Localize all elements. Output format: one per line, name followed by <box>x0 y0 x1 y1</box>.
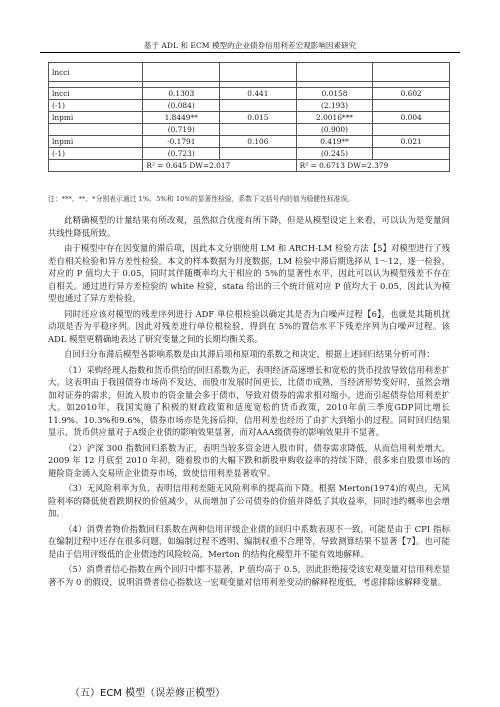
paragraph: （2）沪深 300 指数回归系数为正，表明当较多资金进入股市时，债券需求降低，从而信用利差增大。2009 年 12 月底至 2010 年初，随着股市的大幅下跌和新股申购收益率的持续下降，很多来自股票市场的避险资金涌入交易所企业债券市场，致使信用利差显著收窄。 <box>48 442 450 478</box>
table-cell: 0.1303 <box>143 88 220 100</box>
table-cell-var <box>49 124 143 136</box>
table-row <box>49 148 450 160</box>
paragraph: 此精确模型的计量结果有所改观，虽然拟合优度有所下降，但是从模型设定上来看，可以认为是变量间共线性降低所致。 <box>48 215 450 238</box>
table-cell: (0.084) <box>143 100 220 112</box>
table-cell: 0.602 <box>373 88 450 100</box>
header-rule <box>40 52 460 53</box>
summary-right: R² = 0.6713 DW=2.379 <box>296 160 449 172</box>
table-row <box>49 100 450 112</box>
table-cell-var: (-1) <box>49 100 143 112</box>
table-cell: 2.0016*** <box>296 112 373 124</box>
table-cell <box>220 100 297 112</box>
regression-table <box>48 62 450 172</box>
table-row <box>49 112 450 124</box>
table-cell: (0.719) <box>143 124 220 136</box>
table-cell: -0.1791 <box>143 136 220 148</box>
table-note: 注：***、**、*分别表示通过 1%、5%和 10%的显著性检验，系数下文括号内的值为稳健性标准误。 <box>48 195 355 203</box>
section-title: （五）ECM 模型（误差修正模型） <box>70 688 226 699</box>
table-cell: 0.0158 <box>296 88 373 100</box>
table-cell: (0.245) <box>296 148 373 160</box>
table-summary-row <box>49 160 450 172</box>
table-cell-var: lnpmi <box>49 112 143 124</box>
table-cell: (0.900) <box>296 124 373 136</box>
body-text <box>48 214 450 591</box>
paragraph: 由于模型中存在因变量的滞后项，因此本文分别使用 LM 和 ARCH-LM 检验方法【5】对模型进行了残差自相关检验和异方差性检验。本文的样本数据为月度数据，LM 检验中滞后期选择从 1～12，逐一检验，对应的 P 值均大于 0.05，同时其伴随概率均大于相应的 5%的显著性水平，因此可以认为模型残差不存在自相关。通过进行异方差检验的 white 检验，stata 给出的三个统计值对应 P 值均大于 0.05，因此认为模型也通过了异方差检验。 <box>48 243 450 303</box>
summary-left: R² = 0.645 DW=2.017 <box>143 160 296 172</box>
table-row <box>49 88 450 100</box>
table-cell: 0.015 <box>220 112 297 124</box>
table-cell <box>373 124 450 136</box>
paragraph: （3）无风险利率为负，表明信用利差随无风险利率的提高而下降。根据 Merton(1974)的观点，无风险利率的降低使看跌期权的价值减少，从而增加了公司债券的价值并降低了其收益率，同时违约概率也会增加。 <box>48 483 450 518</box>
table-cell: 1.8449** <box>143 112 220 124</box>
table-cell <box>220 124 297 136</box>
table-cell-var: lnpmi <box>49 136 143 148</box>
table-cell: (2.193) <box>296 100 373 112</box>
paragraph: 自回归分布滞后模型各影响系数是由其滞后项和原项的系数之和决定，根据上述回归结果分析可得： <box>64 349 435 359</box>
table-cell-var: (-1) <box>49 148 143 160</box>
table-cell: (0.723) <box>143 148 220 160</box>
table-row <box>49 124 450 136</box>
table-cell <box>220 63 297 82</box>
table-row <box>49 136 450 148</box>
table-cell <box>373 148 450 160</box>
table-cell: 0.419** <box>296 136 373 148</box>
table-row <box>49 63 450 82</box>
table-cell <box>220 148 297 160</box>
paragraph: （1）采购经理人指数和货币供给的回归系数为正，表明经济高速增长和宽松的货币投放导致信用利差扩大。这表明由于我国债券市场尚不发达，而股市发展时间更长，比债市成熟，当经济形势变好时，虽然会增加对证券的需求，但流入股市的资金量会多于债市，导致对债券的需求相对缩小，进而引起债券信用利差扩大。如2010年，我国实施了积极的财政政策和适度宽松的货币政策，2010年前三季度GDP同比增长11.9%、10.3%和9.6%，债券市场亦是先扬后抑，信用利差也经历了由扩大到缩小的过程。同时回归结果显示，货币供应量对于A级企业债的影响效果显著，而对AAA级债券的影响效果并不显著。 <box>48 364 450 437</box>
paragraph: （5）消费者信心指数在两个回归中都不显著，P 值均高于 0.5，因此拒绝接受该宏观变量对信用利差显著不为 0 的假设，说明消费者信心指数这一宏观变量对信用利差变动的解释程度低，考虑排除该解释变量。 <box>48 564 450 587</box>
running-header: 基于 ADL 和 ECM 模型的企业债券信用利差宏观影响因素研究 <box>143 41 357 50</box>
table-cell: 0.441 <box>220 88 297 100</box>
table-cell <box>143 63 220 82</box>
table-cell: 0.004 <box>373 112 450 124</box>
table-cell: 0.021 <box>373 136 450 148</box>
table-cell <box>296 63 373 82</box>
table-cell-var: lncci <box>49 63 143 82</box>
table-cell-var: lncci <box>49 88 143 100</box>
paragraph: （4）消费者物价指数回归系数在两种信用评级企业债的回归中系数表现不一致，可能是由于 CPI 指标在编制过程中还存在很多问题，如编制过程不透明、编制权重不合理等，导致测算结果不显著【7】。也可能是由于信用评级低的企业债违约风险较高，Merton 的结构化模型并不能有效地解释。 <box>48 523 450 559</box>
paragraph: 同时还应该对模型的残差序列进行 ADF 单位根检验以确定其是否为白噪声过程【6】，也就是其随机扰动项是否为平稳序列。因此对残差进行单位根检验，得到在 5%的置信水平下残差序列为白噪声过程。该 ADL 模型更精确地表达了研究变量之间的长期均衡关系。 <box>48 308 450 344</box>
table-cell <box>373 100 450 112</box>
table-cell <box>373 63 450 82</box>
table-cell: 0.106 <box>220 136 297 148</box>
